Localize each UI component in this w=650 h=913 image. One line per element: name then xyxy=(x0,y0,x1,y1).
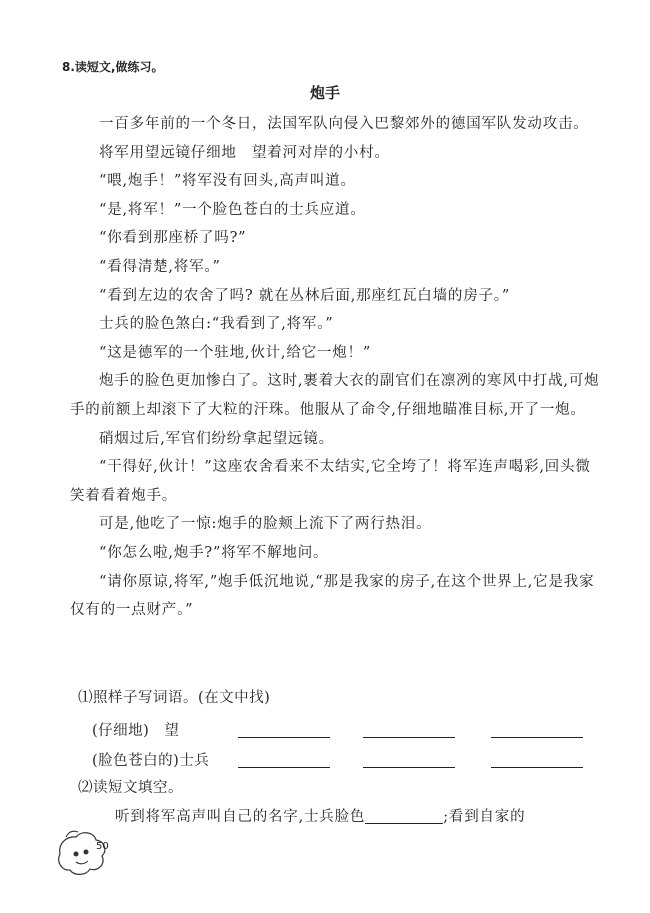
paragraph: “干得好,伙计！”这座农舍看来不太结实,它全垮了！将军连声喝彩,回头微笑着看着炮手。 xyxy=(70,459,591,504)
paragraph: “这是德军的一个驻地,伙计,给它一炮！” xyxy=(99,344,372,361)
page-number: 50 xyxy=(96,841,109,852)
row-1-label: (仔细地) 望 xyxy=(92,723,180,739)
answer-blank[interactable] xyxy=(363,737,455,738)
question-1-row-1 xyxy=(78,713,608,743)
paragraph: “你看到那座桥了吗?” xyxy=(99,230,247,247)
paragraph: “你怎么啦,炮手?”将军不解地问。 xyxy=(99,544,329,561)
exercise-instruction: 8.读短文,做练习。 xyxy=(62,60,164,74)
paragraph: 一百多年前的一个冬日，法国军队向侵入巴黎郊外的德国军队发动攻击。 xyxy=(99,116,589,132)
paragraph: “请你原谅,将军,”炮手低沉地说,“那是我家的房子,在这个世界上,它是我家仅有的一点财产。” xyxy=(70,573,595,619)
paragraph: “看得清楚,将军。” xyxy=(99,258,221,275)
answer-blank[interactable] xyxy=(363,767,455,768)
paragraph: “是,将军！”一个脸色苍白的士兵应道。 xyxy=(99,201,366,218)
answer-blank[interactable] xyxy=(238,767,330,768)
paragraph: 将军用望远镜仔细地 望着河对岸的小村。 xyxy=(99,144,390,161)
paragraph: “喂,炮手！”将军没有回头,高声叫道。 xyxy=(99,173,356,190)
question-1-row-2 xyxy=(78,743,608,773)
row-2-label: (脸色苍白的)士兵 xyxy=(92,753,210,769)
question-2-heading: ⑵读短文填空。 xyxy=(78,780,183,796)
question-2-text xyxy=(78,803,608,831)
answer-blank[interactable] xyxy=(491,767,583,768)
paragraph: 炮手的脸色更加惨白了。这时,裹着大衣的副官们在凛冽的寒风中打战,可炮手的前额上却滚下了大粒的汗珠。他服从了命令,仔细地瞄准目标,开了一炮。 xyxy=(70,373,600,418)
article-body xyxy=(70,110,600,625)
paragraph: 硝烟过后,军官们纷纷拿起望远镜。 xyxy=(99,430,334,447)
exercise-section xyxy=(78,683,608,831)
answer-blank[interactable] xyxy=(238,737,330,738)
paragraph: 可是,他吃了一惊:炮手的脸颊上流下了两行热泪。 xyxy=(99,516,432,533)
fill-text-b: ;看到自家的 xyxy=(443,809,526,825)
answer-blank[interactable] xyxy=(491,737,583,738)
decorative-cartoon-icon xyxy=(52,824,112,884)
fill-text-a: 听到将军高声叫自己的名字,士兵脸色 xyxy=(115,809,366,825)
article-title: 炮手 xyxy=(309,84,340,102)
paragraph: 士兵的脸色煞白:“我看到了,将军。” xyxy=(99,316,334,333)
fill-blank[interactable] xyxy=(365,809,443,824)
paragraph: “看到左边的农舍了吗? 就在丛林后面,那座红瓦白墙的房子。” xyxy=(99,287,511,304)
question-1-heading: ⑴照样子写词语。(在文中找) xyxy=(78,690,271,706)
